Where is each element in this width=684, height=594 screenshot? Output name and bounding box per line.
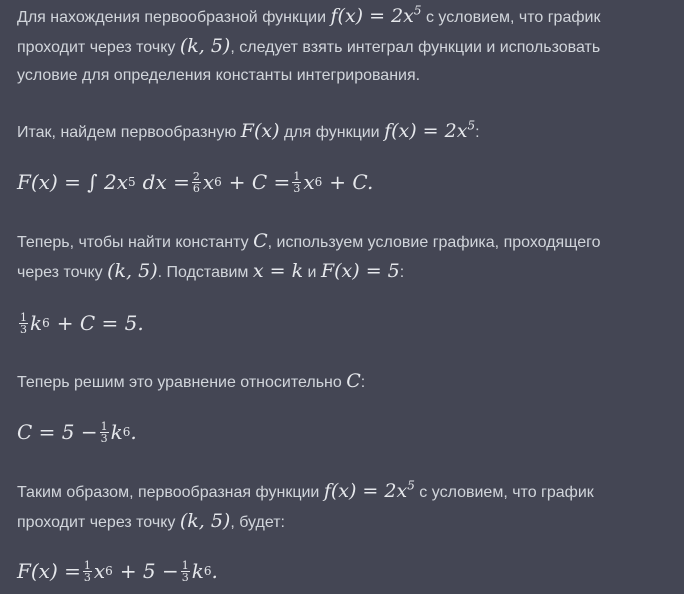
- math-point: (k, 5): [179, 510, 231, 532]
- math-C: C: [346, 370, 361, 392]
- text: проходит через точку: [17, 514, 176, 531]
- paragraph-solve: Теперь решим это уравнение относительно C:: [17, 370, 366, 392]
- paragraph-conclusion-line2: [17, 509, 678, 535]
- text: , будет:: [230, 514, 285, 531]
- paragraph-intro-line2: [17, 34, 678, 60]
- paragraph-find-antiderivative: Итак, найдем первообразную F(x) для функции $f(x) = 2x^5$:: [17, 118, 480, 142]
- text: условие для определения константы интегрирования.: [17, 67, 421, 84]
- math-point: (k, 5): [107, 260, 158, 282]
- equation-integral: F(x) = ∫ 2x 5 dx = $\frac{2}{6}$ x 6 + C = $\frac{1}{3}$ x 6 + C.: [17, 169, 374, 195]
- math-F: F(x): [240, 120, 280, 142]
- text: через точку: [17, 264, 103, 281]
- equation-constant: C = 5 − $\frac{1}{3}$ k 6 .: [17, 419, 137, 445]
- text: Теперь, чтобы найти константу: [17, 234, 249, 251]
- paragraph-find-constant-line2: через точку (k, 5). Подставим x = k и F(x) = 5:: [17, 260, 405, 282]
- text: , используем условие графика, проходящего: [267, 234, 601, 251]
- text: с условием, что график: [419, 484, 594, 501]
- math-point: (k, 5): [179, 35, 231, 57]
- fraction: $\frac{1}{3}$: [181, 558, 189, 584]
- text: Итак, найдем первообразную: [17, 124, 237, 141]
- paragraph-find-constant-line1: [17, 229, 678, 255]
- paragraph-intro-line3: [17, 64, 678, 88]
- text: Теперь решим это уравнение относительно: [17, 374, 342, 391]
- fraction: $\frac{2}{6}$: [192, 169, 200, 195]
- text: и: [307, 264, 317, 281]
- paragraph-intro-line1: [17, 4, 678, 30]
- text: . Подставим: [157, 264, 249, 281]
- text: проходит через точку: [17, 39, 176, 56]
- math-function: $f(x) = 2x^5$: [384, 118, 476, 142]
- math-condition: F(x) = 5: [320, 260, 400, 282]
- text: Таким образом, первообразная функции: [17, 484, 320, 501]
- fraction: $\frac{1}{3}$: [83, 558, 91, 584]
- text: Для нахождения первообразной функции: [17, 9, 327, 26]
- math-function: $f(x) = 2x^5$: [323, 478, 415, 502]
- equation-final: F(x) = $\frac{1}{3}$ x 6 + 5 − $\frac{1}{3}$ k 6 .: [17, 558, 218, 584]
- text: , следует взять интеграл функции и использовать: [230, 39, 601, 56]
- equation-substituted: $\frac{1}{3}$ k 6 + C = 5.: [20, 310, 144, 336]
- fraction: $\frac{1}{3}$: [293, 169, 301, 195]
- fraction: $\frac{1}{3}$: [20, 310, 27, 336]
- math-C: C: [253, 230, 268, 252]
- math-function: $f(x) = 2x^5$: [330, 3, 422, 27]
- paragraph-conclusion-line1: [17, 479, 678, 505]
- text: с условием, что график: [425, 9, 601, 26]
- math-substitution: x = k: [252, 260, 304, 282]
- text: для функции: [283, 124, 380, 141]
- fraction: $\frac{1}{3}$: [100, 419, 108, 445]
